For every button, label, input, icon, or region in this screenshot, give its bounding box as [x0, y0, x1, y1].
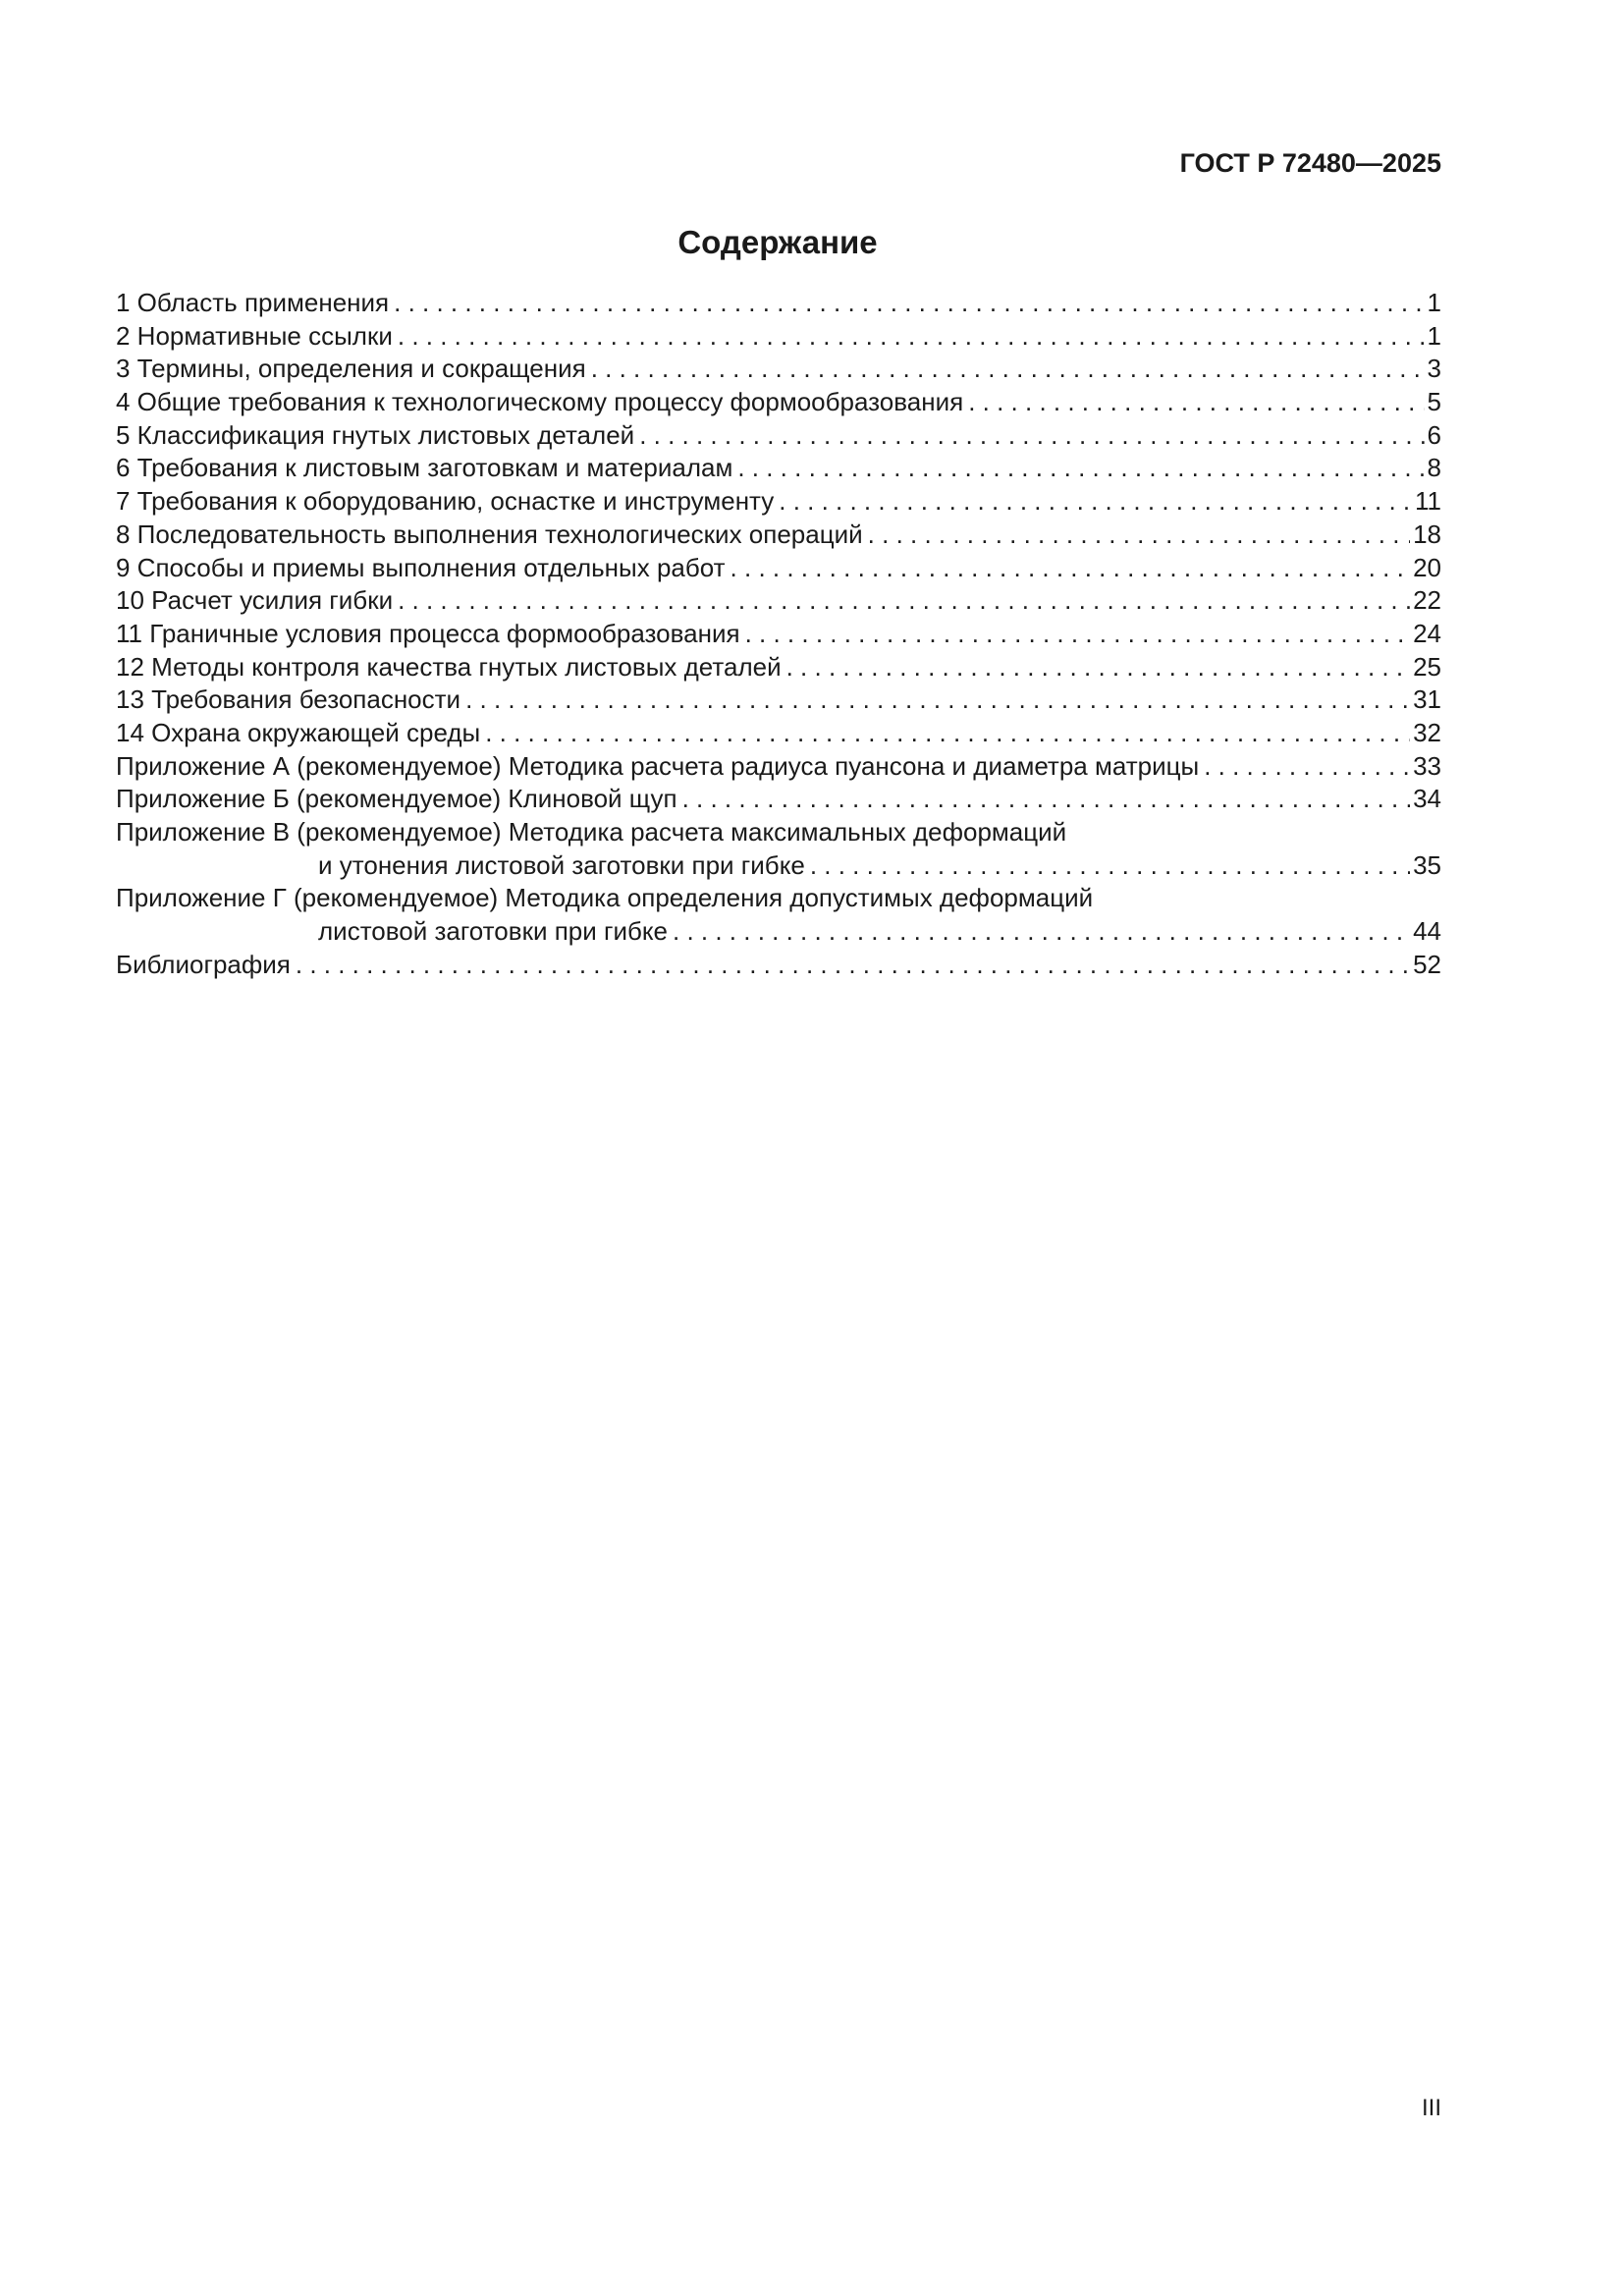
toc-entry[interactable] [116, 816, 1441, 882]
toc-dot-leader [810, 849, 1410, 883]
toc-entry-title: Приложение Б (рекомендуемое) Клиновой щуп [116, 784, 677, 814]
toc-entry-page: 6 [1427, 419, 1441, 450]
toc-entry[interactable] [116, 651, 1441, 684]
toc-entry-page: 44 [1413, 916, 1441, 947]
toc-entry-line [116, 750, 1441, 784]
toc-entry[interactable] [116, 882, 1441, 948]
toc-entry-title: листовой заготовки при гибке [318, 916, 669, 947]
toc-entry-title: 12 Методы контроля качества гнутых листовых деталей [116, 651, 782, 682]
toc-entry-title: 13 Требования безопасности [116, 684, 461, 715]
toc-entry-title: Приложение В (рекомендуемое) Методика расчета максимальных деформаций [116, 817, 1067, 847]
toc-entry-line [116, 519, 1441, 552]
toc-entry[interactable] [116, 618, 1441, 651]
toc-dot-leader [296, 949, 1410, 982]
toc-entry-line [116, 618, 1441, 651]
toc-dot-leader [786, 651, 1410, 684]
toc-entry[interactable] [116, 552, 1441, 585]
toc-entry[interactable] [116, 287, 1441, 320]
toc-title: Содержание [677, 224, 878, 260]
toc-entry-page: 35 [1413, 849, 1441, 880]
toc-entry-title: и утонения листовой заготовки при гибке [318, 849, 805, 880]
toc-dot-leader [730, 552, 1411, 585]
toc-dot-leader [639, 419, 1424, 453]
toc-dot-leader [737, 452, 1424, 485]
toc-entry-page: 33 [1413, 750, 1441, 781]
toc-dot-leader [394, 287, 1424, 320]
toc-dot-leader [868, 519, 1410, 552]
toc-entry-page: 18 [1413, 519, 1441, 549]
toc-dot-leader [465, 683, 1410, 717]
toc-entry-line [116, 320, 1441, 354]
toc-entry-title: 14 Охрана окружающей среды [116, 717, 481, 747]
toc-entry-line [116, 386, 1441, 419]
page-number: III [1421, 2095, 1441, 2121]
toc-entry-title: 2 Нормативные ссылки [116, 320, 393, 351]
toc-entry-page: 31 [1413, 684, 1441, 715]
toc-entry[interactable] [116, 419, 1441, 453]
toc-dot-leader [1204, 750, 1410, 784]
toc-entry[interactable] [116, 584, 1441, 618]
toc-entry[interactable] [116, 353, 1441, 386]
toc-entry-page: 3 [1427, 354, 1441, 384]
toc-entry-page: 24 [1413, 618, 1441, 648]
toc-dot-leader [968, 386, 1424, 419]
toc-entry-page: 32 [1413, 717, 1441, 747]
toc-entry-line [116, 882, 1441, 915]
toc-dot-leader [682, 783, 1411, 816]
toc-entry-line [116, 552, 1441, 585]
toc-entry-title: 5 Классификация гнутых листовых деталей [116, 419, 635, 450]
toc-dot-leader [485, 717, 1410, 750]
toc-entry-title: Приложение Г (рекомендуемое) Методика определения допустимых деформаций [116, 883, 1094, 913]
toc-dot-leader [745, 618, 1411, 651]
toc-entry[interactable] [116, 683, 1441, 717]
toc-entry[interactable] [116, 717, 1441, 750]
toc-entry-page: 20 [1413, 552, 1441, 582]
toc-entry-page: 1 [1427, 320, 1441, 351]
toc-entry-line [116, 783, 1441, 816]
toc-entry-line [116, 584, 1441, 618]
toc-entry-line [116, 949, 1441, 982]
toc-entry-line [116, 419, 1441, 453]
toc-entry-page: 11 [1415, 486, 1441, 517]
toc-entry-line [116, 353, 1441, 386]
toc-entry-page: 52 [1413, 949, 1441, 979]
toc-entry-title: 10 Расчет усилия гибки [116, 585, 394, 616]
toc-dot-leader [591, 353, 1425, 386]
toc-entry-page: 8 [1427, 453, 1441, 483]
toc-entry-page: 22 [1413, 585, 1441, 616]
toc-dot-leader [398, 584, 1410, 618]
toc-entry-title: 3 Термины, определения и сокращения [116, 354, 586, 384]
toc-entry-line [116, 485, 1441, 519]
toc-entry[interactable] [116, 750, 1441, 784]
toc-entry-page: 1 [1427, 288, 1441, 317]
toc-entry-title: 1 Область применения [116, 288, 390, 317]
toc-entry-line [116, 287, 1441, 320]
toc-entry-title: 8 Последовательность выполнения технологических операций [116, 519, 863, 549]
toc-entry-page: 34 [1413, 784, 1441, 814]
toc-entry-title: 4 Общие требования к технологическому процессу формообразования [116, 387, 964, 417]
toc-entry-title: Библиография [116, 949, 291, 979]
toc-entry-page: 25 [1413, 651, 1441, 682]
toc-entry-line [116, 849, 1441, 883]
toc-entry[interactable] [116, 519, 1441, 552]
toc-entry-title: 9 Способы и приемы выполнения отдельных работ [116, 552, 726, 582]
toc-dot-leader [779, 485, 1412, 519]
toc-entry[interactable] [116, 949, 1441, 982]
table-of-contents [116, 287, 1441, 981]
toc-entry[interactable] [116, 485, 1441, 519]
document-code: ГОСТ Р 72480—2025 [1179, 148, 1441, 178]
toc-entry-title: Приложение А (рекомендуемое) Методика расчета радиуса пуансона и диаметра матрицы [116, 750, 1200, 781]
toc-entry-title: 7 Требования к оборудованию, оснастке и инструменту [116, 486, 775, 517]
toc-dot-leader [398, 320, 1425, 354]
toc-entry-title: 11 Граничные условия процесса формообразования [116, 618, 740, 648]
toc-entry[interactable] [116, 452, 1441, 485]
toc-entry-page: 5 [1427, 387, 1441, 417]
toc-entry-line [116, 915, 1441, 949]
toc-entry-line [116, 452, 1441, 485]
toc-entry[interactable] [116, 386, 1441, 419]
toc-entry-line [116, 651, 1441, 684]
toc-entry-line [116, 816, 1441, 849]
toc-entry-line [116, 683, 1441, 717]
toc-entry-title: 6 Требования к листовым заготовкам и материалам [116, 453, 733, 483]
toc-entry[interactable] [116, 320, 1441, 354]
toc-entry-line [116, 717, 1441, 750]
toc-entry[interactable] [116, 783, 1441, 816]
toc-dot-leader [673, 915, 1410, 949]
